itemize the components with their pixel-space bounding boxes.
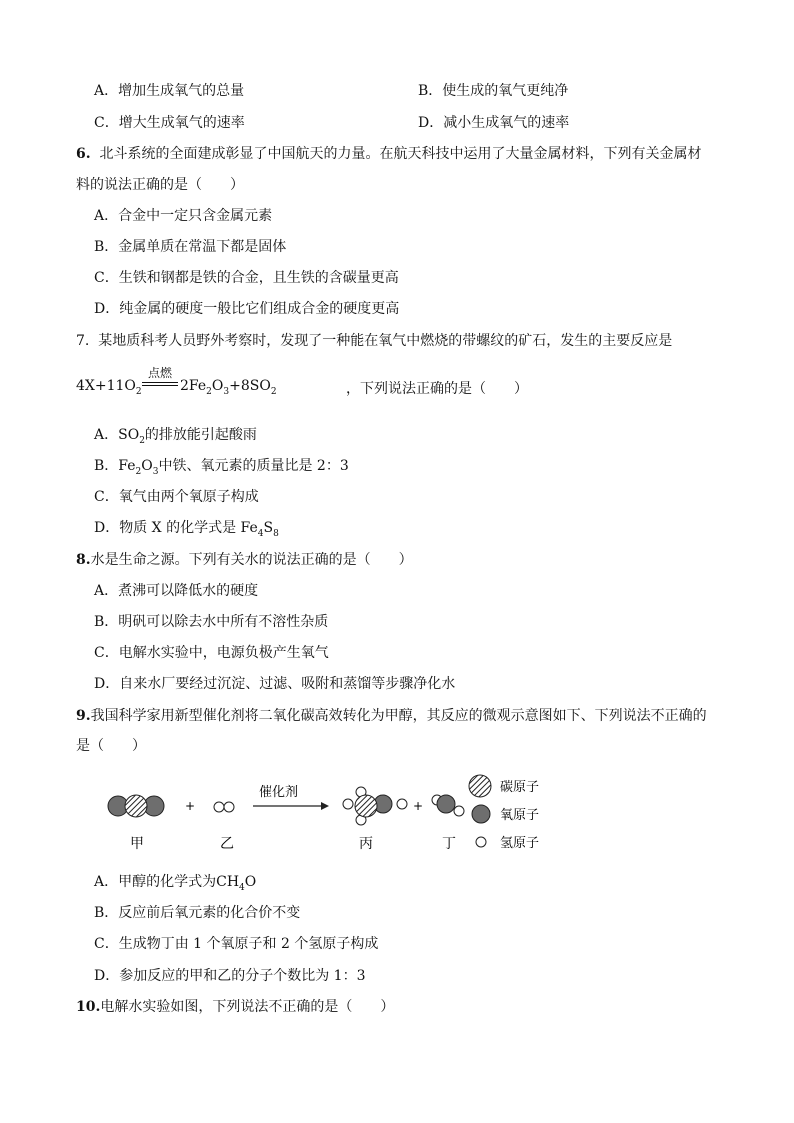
q7-number: 7. bbox=[76, 333, 90, 349]
q10-stem bbox=[76, 997, 394, 1017]
q5-option-d: D．减小生成氧气的速率 bbox=[418, 115, 570, 131]
eq-right-a-mid: O bbox=[211, 378, 224, 394]
q7-option-d: D．物质 X 的化学式是 $Fe_4S_8$ bbox=[94, 520, 279, 539]
q9-stem-line1: 我国科学家用新型催化剂将二氧化碳高效转化为甲醇，其反应的微观示意图如下、下列说法不正确的 bbox=[90, 708, 707, 724]
q9-option-b: B．反应前后氧元素的化合价不变 bbox=[94, 905, 301, 921]
eq-arrow-bottom bbox=[142, 385, 178, 386]
q5-option-c: C．增大生成氧气的速率 bbox=[94, 115, 245, 131]
molecule-jia bbox=[108, 795, 164, 817]
q6-option-d: D．纯金属的硬度一般比它们组成合金的硬度更高 bbox=[94, 301, 400, 317]
q10-number: 10. bbox=[76, 999, 101, 1015]
legend-oxygen-label: 氧原子 bbox=[500, 808, 540, 823]
q6-stem-line1: 北斗系统的全面建成彰显了中国航天的力量。在航天科技中运用了大量金属材料，下列有关金属材 bbox=[99, 146, 702, 162]
q9-stem bbox=[76, 706, 707, 726]
eq-right-a: 2Fe bbox=[180, 378, 207, 394]
q5-option-a: A．增加生成氧气的总量 bbox=[94, 83, 245, 99]
plus-sign-1: + bbox=[185, 799, 196, 813]
reaction-arrow-head bbox=[321, 802, 329, 810]
q7-stem-line1: 某地质科考人员野外考察时，发现了一种能在氧气中燃烧的带螺纹的矿石，发生的主要反应是 bbox=[98, 333, 673, 349]
plus-sign-2: + bbox=[413, 799, 424, 813]
catalyst-label: 催化剂 bbox=[259, 785, 299, 800]
legend-hydrogen-swatch bbox=[476, 837, 486, 847]
legend-carbon-label: 碳原子 bbox=[500, 780, 540, 795]
q6-option-c: C．生铁和钢都是铁的合金，且生铁的含碳量更高 bbox=[94, 270, 399, 286]
legend-oxygen-swatch bbox=[472, 805, 490, 823]
legend bbox=[469, 775, 539, 851]
eq-left-sub: 2 bbox=[135, 386, 142, 397]
q9-option-d: D．参加反应的甲和乙的分子个数比为 1：3 bbox=[94, 968, 366, 984]
label-yi: 乙 bbox=[220, 836, 234, 852]
label-bing: 丙 bbox=[359, 836, 373, 852]
q7-option-a: A．$SO_2$的排放能引起酸雨 bbox=[94, 427, 257, 446]
q9-option-a: A．甲醇的化学式为$CH_4O$ bbox=[94, 874, 257, 893]
q9-stem-line2: 是（ ） bbox=[76, 738, 146, 754]
legend-hydrogen-label: 氢原子 bbox=[500, 836, 540, 851]
molecule-bing bbox=[343, 787, 407, 825]
q5-option-b: B．使生成的氧气更纯净 bbox=[418, 83, 569, 99]
reaction-micro-diagram bbox=[96, 766, 566, 858]
q8-option-a: A．煮沸可以降低水的硬度 bbox=[94, 583, 259, 599]
q10-stem-text: 电解水实验如图，下列说法不正确的是（ ） bbox=[100, 999, 395, 1015]
q6-option-b: B．金属单质在常温下都是固体 bbox=[94, 239, 287, 255]
label-jia: 甲 bbox=[130, 836, 144, 852]
q8-stem-text: 水是生命之源。下列有关水的说法正确的是（ ） bbox=[90, 552, 413, 568]
q7-option-b: B．$Fe_2O_3$中铁、氧元素的质量比是 2：3 bbox=[94, 458, 349, 477]
q6-stem bbox=[76, 144, 702, 164]
q6-option-a: A．合金中一定只含金属元素 bbox=[94, 208, 273, 224]
q8-option-c: C．电解水实验中，电源负极产生氧气 bbox=[94, 645, 329, 661]
q8-stem bbox=[76, 550, 413, 570]
eq-condition: 点燃 bbox=[147, 366, 172, 380]
q8-number: 8. bbox=[76, 552, 91, 568]
eq-right-b: +8SO bbox=[229, 378, 271, 394]
eq-arrow-top bbox=[142, 382, 178, 383]
eq-right-b-sub: 2 bbox=[270, 386, 277, 397]
q7-stem-tail: ，下列说法正确的是（ ） bbox=[346, 381, 528, 397]
molecule-ding bbox=[432, 795, 464, 816]
q7-stem bbox=[76, 331, 672, 351]
q6-number: 6. bbox=[76, 146, 91, 162]
molecule-yi bbox=[214, 802, 234, 812]
label-ding: 丁 bbox=[442, 836, 456, 852]
eq-right-a-sub1: 2 bbox=[206, 386, 212, 397]
q6-stem-line2: 料的说法正确的是（ ） bbox=[76, 177, 244, 193]
q8-option-b: B．明矾可以除去水中所有不溶性杂质 bbox=[94, 614, 329, 630]
q7-option-c: C．氧气由两个氧原子构成 bbox=[94, 489, 259, 505]
q9-option-c: C．生成物丁由 1 个氧原子和 2 个氢原子构成 bbox=[94, 936, 379, 952]
eq-right-a-sub2: 3 bbox=[223, 386, 230, 397]
eq-left: 4X+11O bbox=[76, 378, 136, 394]
legend-carbon-swatch bbox=[469, 775, 491, 797]
q9-number: 9. bbox=[76, 708, 91, 724]
q8-option-d: D．自来水厂要经过沉淀、过滤、吸附和蒸馏等步骤净化水 bbox=[94, 676, 456, 692]
